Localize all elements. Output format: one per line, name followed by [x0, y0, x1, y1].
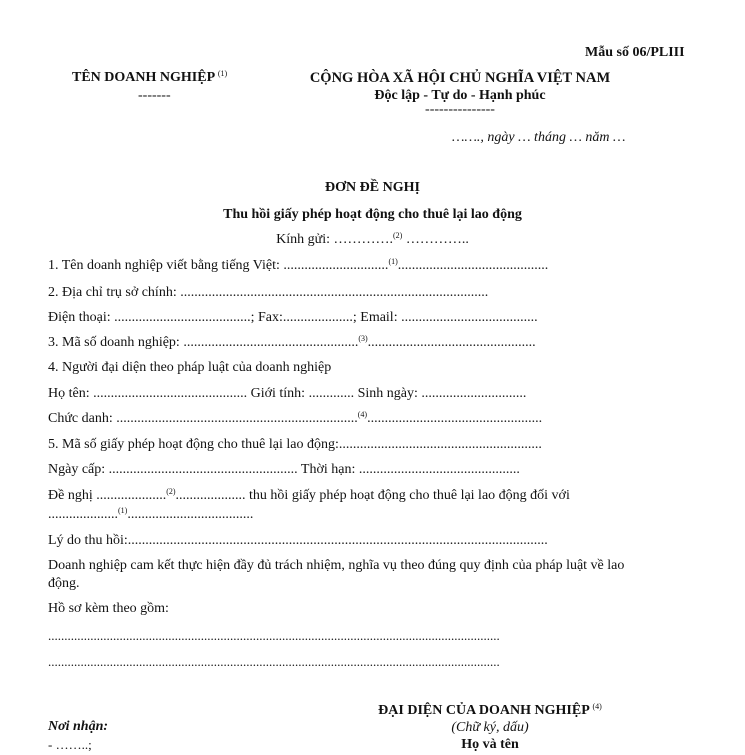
signature-name: Họ và tên [461, 737, 519, 752]
recipients-item: - ……..; [48, 737, 92, 752]
form-subtitle: Thu hồi giấy phép hoạt động cho thuê lại lao động [223, 207, 522, 222]
field-company-name-label: 1. Tên doanh nghiệp viết bằng tiếng Việt: .............................. [48, 258, 389, 273]
field-request-note: (2) [166, 487, 176, 496]
field-rep-position-label: Chức danh: ..................................................................... [48, 411, 358, 426]
field-company-name-blank: ........................................... [397, 258, 549, 273]
field-rep-position-blank: .................................................. [367, 411, 543, 426]
signature-title [340, 703, 640, 719]
field-tax-code-note: (3) [358, 334, 368, 343]
national-title: CỘNG HÒA XÃ HỘI CHỦ NGHĨA VIỆT NAM [309, 70, 611, 86]
national-motto: Độc lập - Tự do - Hạnh phúc [374, 88, 546, 103]
company-name-text: TÊN DOANH NGHIỆP [72, 70, 215, 85]
left-dash-line: ------- [138, 88, 171, 103]
field-request-label: Đề nghị .................... [48, 488, 167, 503]
date-line: ……., ngày … tháng … năm … [452, 130, 626, 145]
company-name-note: (1) [217, 69, 228, 78]
recipients-label: Nơi nhận: [48, 719, 109, 734]
field-request-company [48, 507, 253, 523]
field-license-number: 5. Mã số giấy phép hoạt động cho thuê lại lao động:.......................................................... [48, 437, 542, 452]
commitment-text-cont: động. [48, 576, 80, 591]
field-issue-date: Ngày cấp: ...................................................... Thời hạn: .............................................. [48, 462, 520, 477]
field-company-name [48, 258, 548, 274]
field-rep-position-note: (4) [357, 410, 368, 419]
field-request-company-blank-b: .................................... [127, 507, 254, 522]
attachments-label: Hồ sơ kèm theo gồm: [48, 601, 169, 616]
field-contact: Điện thoại: .......................................; Fax:....................; Email: ....................................... [48, 310, 538, 325]
signature-title-note: (4) [592, 702, 602, 711]
form-number: Mẫu số 06/PLIII [585, 45, 685, 60]
field-tax-code-blank: ................................................ [367, 335, 536, 350]
signature-title-text: ĐẠI DIỆN CỦA DOANH NGHIỆP [378, 703, 589, 718]
recipient-note: (2) [393, 231, 403, 240]
attachments-line-2: ........................................................................................................................................... [48, 654, 500, 669]
field-tax-code-label: 3. Mã số doanh nghiệp: .................................................. [48, 335, 359, 350]
signature-note: (Chữ ký, dấu) [451, 720, 529, 735]
recipient-label: Kính gửi: …………. [276, 232, 394, 247]
commitment-text: Doanh nghiệp cam kết thực hiện đầy đủ trách nhiệm, nghĩa vụ theo đúng quy định của pháp luật về lao [48, 558, 625, 573]
field-company-name-note: (1) [388, 257, 398, 266]
field-rep-details: Họ tên: ............................................ Giới tính: ............. Sinh ngày: .............................. [48, 386, 527, 401]
field-rep-position [48, 411, 542, 427]
field-tax-code [48, 335, 536, 351]
field-request-text: .................... thu hồi giấy phép hoạt động cho thuê lại lao động đối với [175, 488, 570, 503]
section-representative: 4. Người đại diện theo pháp luật của doanh nghiệp [48, 360, 332, 375]
recipient-blank: ………….. [402, 232, 469, 247]
field-address: 2. Địa chỉ trụ sở chính: ........................................................................................ [48, 285, 489, 300]
attachments-line-1: ........................................................................................................................................... [48, 628, 500, 643]
right-dash-line: --------------- [425, 102, 495, 117]
field-reason: Lý do thu hồi:........................................................................................................................ [48, 533, 548, 548]
field-request-company-note: (1) [118, 506, 128, 515]
form-title: ĐƠN ĐỀ NGHỊ [325, 180, 420, 195]
company-name-heading [72, 70, 227, 86]
field-request-company-blank-a: .................... [48, 507, 118, 522]
field-request [48, 488, 570, 504]
recipient-line [0, 232, 745, 248]
